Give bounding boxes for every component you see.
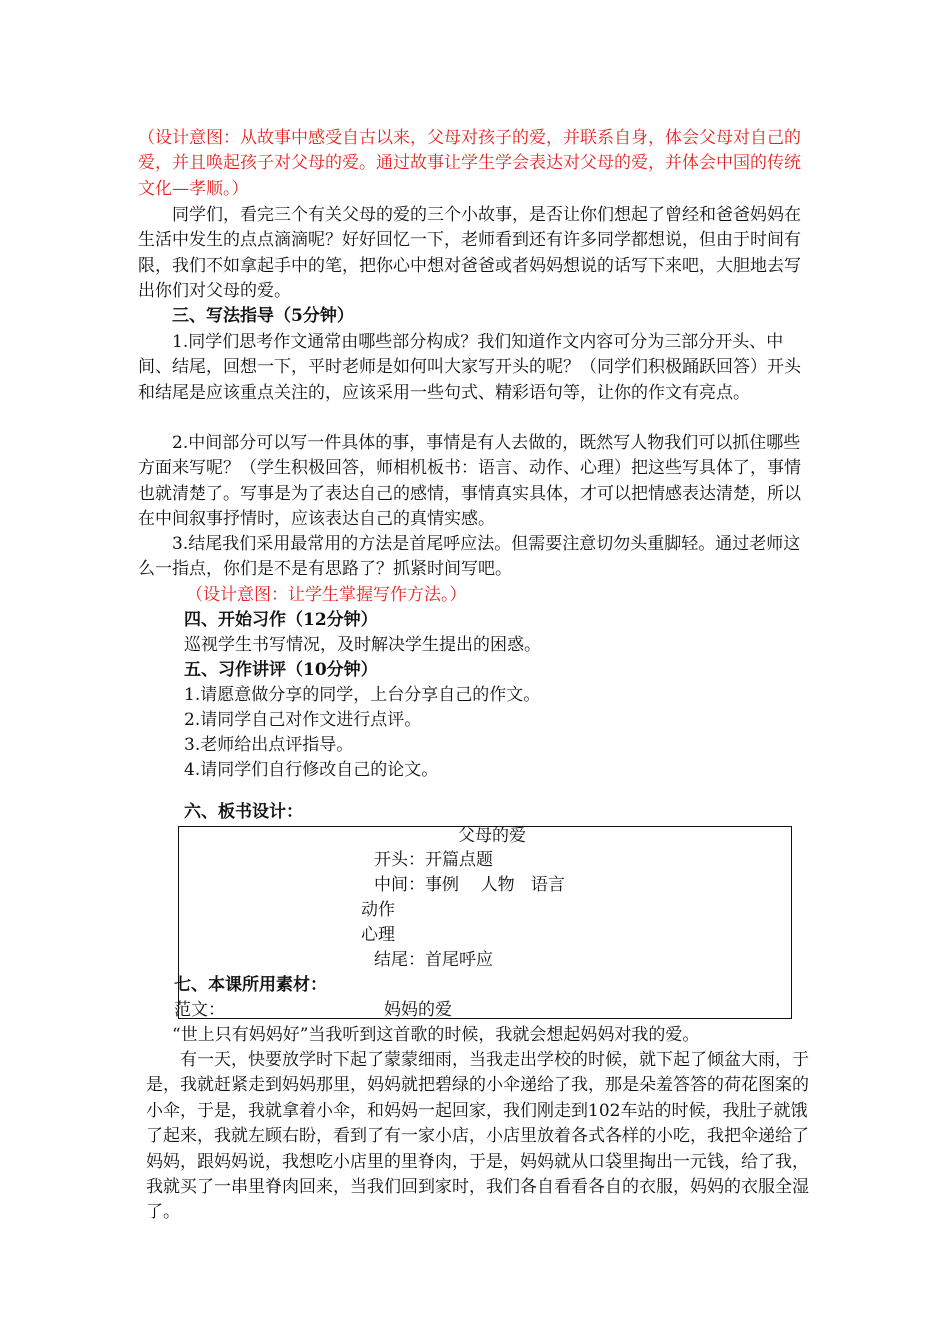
board-title: 父母的爱 bbox=[458, 826, 526, 846]
intro-paragraph: 同学们，看完三个有关父母的爱的三个小故事，是否让你们想起了曾经和爸爸妈妈在生活中发生的点点滴滴呢？好好回忆一下，老师看到还有许多同学都想说，但由于时间有限，我们不如拿起手中的笔，把你心中想对爸爸或者妈妈想说的话写下来吧，大胆地去写出你们对父母的爱。 bbox=[138, 205, 801, 302]
essay-paragraph-1: “世上只有妈妈好”当我听到这首歌的时候，我就会想起妈妈对我的爱。 bbox=[172, 1025, 700, 1045]
list-item: 2.请同学自己对作文进行点评。 bbox=[184, 710, 422, 730]
sample-essay-label: 范文： bbox=[174, 1000, 225, 1020]
section-5-heading: 五、习作讲评（10分钟） bbox=[184, 660, 378, 680]
section-3-heading: 三、写法指导（5分钟） bbox=[172, 306, 354, 326]
list-item: 3.老师给出点评指导。 bbox=[184, 735, 354, 755]
section-7-heading: 七、本课所用素材： bbox=[174, 975, 327, 995]
board-line-opening: 开头：开篇点题 bbox=[374, 850, 493, 870]
sample-essay-title: 妈妈的爱 bbox=[384, 1000, 452, 1020]
section-4-heading: 四、开始习作（12分钟） bbox=[184, 610, 378, 630]
board-line-mind: 心理 bbox=[361, 925, 395, 945]
list-item: 4.请同学们自行修改自己的论文。 bbox=[184, 760, 439, 780]
section-3-paragraph-2: 2.中间部分可以写一件具体的事，事情是有人去做的，既然写人物我们可以抓住哪些方面来写呢？（学生积极回答，师相机板书：语言、动作、心理）把这些写具体了，事情也就清楚了。写事是为了表达自己的感情，事情真实具体，才可以把情感表达清楚，所以在中间叙事抒情时，应该表达自己的真情实感。 bbox=[138, 433, 801, 530]
section-3-paragraph-3: 3.结尾我们采用最常用的方法是首尾呼应法。但需要注意切勿头重脚轻。通过老师这么一指点，你们是不是有思路了？抓紧时间写吧。 bbox=[138, 534, 801, 580]
essay-paragraph-2: 有一天，快要放学时下起了蒙蒙细雨，当我走出学校的时候，就下起了倾盆大雨，于是，我就赶紧走到妈妈那里，妈妈就把碧绿的小伞递给了我，那是朵羞答答的荷花图案的小伞，于是，我就拿着小伞，和妈妈一起回家，我们刚走到102车站的时候，我肚子就饿了起来，我就左顾右盼，看到了有一家小店，小店里放着各式各样的小吃，我把伞递给了妈妈，跟妈妈说，我想吃小店里的里脊肉，于是，妈妈就从口袋里掏出一元钱，给了我，我就买了一串里脊肉回来，当我们回到家时，我们各自看看各自的衣服，妈妈的衣服全湿了。 bbox=[146, 1050, 809, 1223]
board-line-ending: 结尾：首尾呼应 bbox=[374, 950, 493, 970]
list-item: 1.请愿意做分享的同学，上台分享自己的作文。 bbox=[184, 685, 541, 705]
section-3-paragraph-1: 1.同学们思考作文通常由哪些部分构成？我们知道作文内容可分为三部分开头、中间、结尾，回想一下，平时老师是如何叫大家写开头的呢？（同学们积极踊跃回答）开头和结尾是应该重点关注的，应该采用一些句式、精彩语句等，让你的作文有亮点。 bbox=[138, 332, 801, 403]
board-line-action: 动作 bbox=[361, 900, 395, 920]
board-line-middle: 中间：事例 人物 语言 bbox=[374, 875, 565, 895]
design-intent-paragraph: （设计意图：从故事中感受自古以来，父母对孩子的爱，并联系自身，体会父母对自己的爱，并且唤起孩子对父母的爱。通过故事让学生学会表达对父母的爱，并体会中国的传统文化—孝顺。） bbox=[138, 128, 801, 199]
section-4-text: 巡视学生书写情况，及时解决学生提出的困惑。 bbox=[184, 635, 541, 655]
section-3-design-intent: （设计意图：让学生掌握写作方法。） bbox=[186, 585, 467, 605]
section-6-heading: 六、板书设计： bbox=[184, 802, 303, 822]
